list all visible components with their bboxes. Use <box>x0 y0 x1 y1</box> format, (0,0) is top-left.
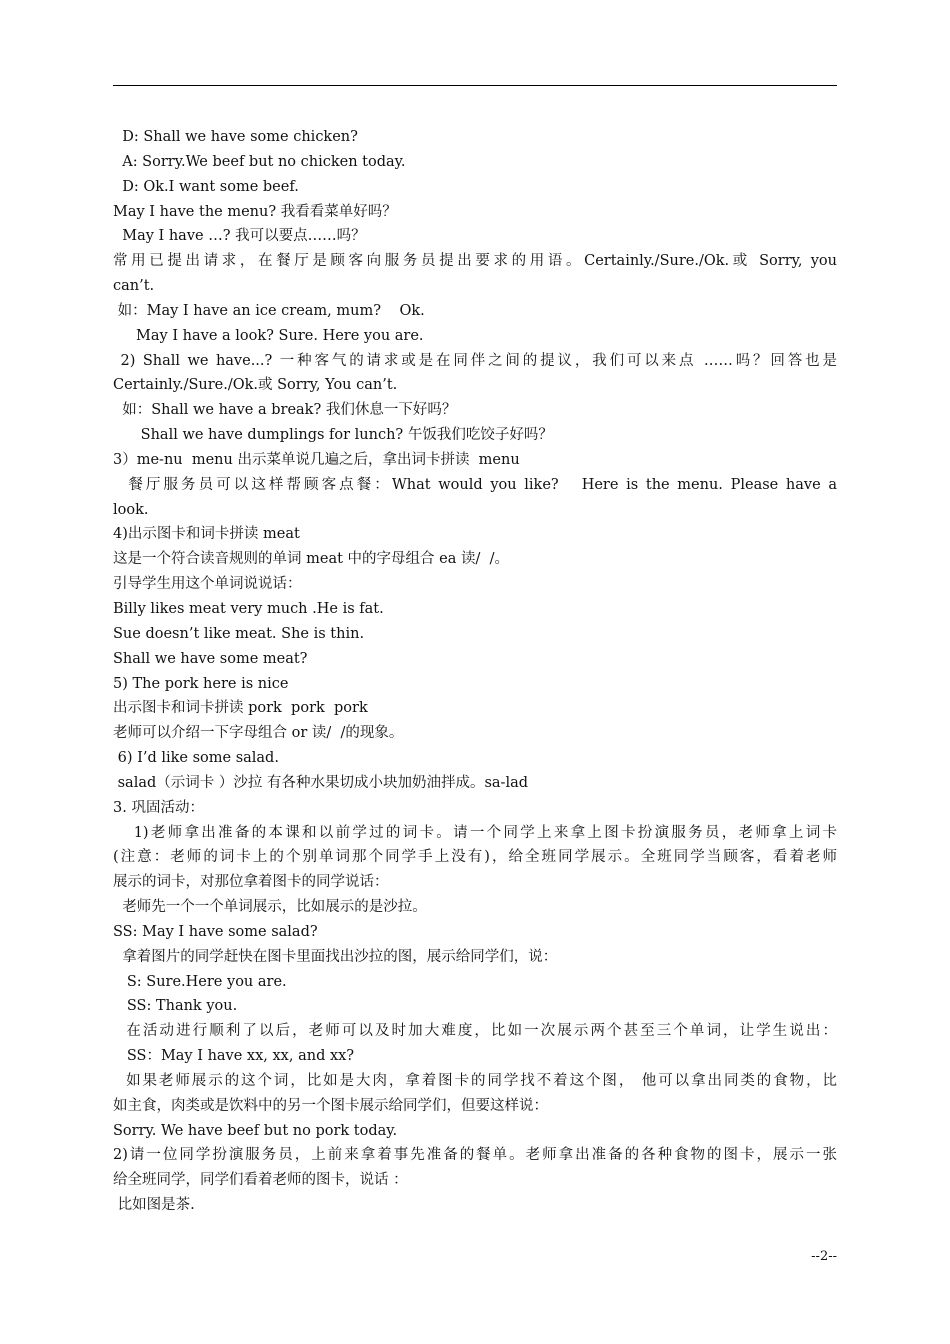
text-line: 出示图卡和词卡拼读 pork pork pork <box>113 700 368 717</box>
text-line: 餐厅服务员可以这样帮顾客点餐：What would you like? Here is the menu. Please have a <box>113 476 837 493</box>
text-line: 常用已提出请求，在餐厅是顾客向服务员提出要求的用语。Certainly./Sure./Ok.或 Sorry, you <box>113 253 837 270</box>
text-line: salad（示词卡 ）沙拉 有各种水果切成小块加奶油拌成。sa-lad <box>113 774 529 791</box>
text-line: A: Sorry.We beef but no chicken today. <box>113 153 406 170</box>
text-line: 5) The pork here is nice <box>113 675 289 692</box>
text-line: Shall we have dumplings for lunch? 午饭我们吃饺子好吗？ <box>113 427 553 444</box>
text-line: D: Shall we have some chicken? <box>113 129 358 145</box>
text-line: can’t. <box>113 278 155 294</box>
text-line: 3）me-nu menu 出示菜单说几遍之后，拿出词卡拼读 menu <box>113 451 520 468</box>
text-line: Billy likes meat very much .He is fat. <box>113 601 384 617</box>
text-line: 比如图是茶. <box>113 1197 195 1214</box>
text-line: SS: Thank you. <box>113 998 238 1015</box>
header-rule <box>113 85 837 86</box>
text-line: Sorry. We have beef but no pork today. <box>113 1122 398 1139</box>
text-line: SS：May I have xx, xx, and xx? <box>113 1048 355 1065</box>
text-line: look. <box>113 501 149 518</box>
text-line: 如果老师展示的这个词，比如是大肉，拿着图卡的同学找不着这个图， 他可以拿出同类的食物，比 <box>113 1072 837 1089</box>
text-line: 如主食，肉类或是饮料中的另一个图卡展示给同学们，但要这样说： <box>113 1097 548 1114</box>
text-line: SS: May I have some salad? <box>113 923 318 940</box>
text-line: 展示的词卡，对那位拿着图卡的同学说话： <box>113 874 389 891</box>
text-line: 如：May I have an ice cream, mum? Ok. <box>113 302 425 319</box>
text-line: 6) I’d like some salad. <box>113 750 279 766</box>
text-line: 引导学生用这个单词说说话： <box>113 576 302 593</box>
text-line: 拿着图片的同学赶快在图卡里面找出沙拉的图，展示给同学们，说： <box>113 948 558 965</box>
text-line: 老师先一个一个单词展示，比如展示的是沙拉。 <box>113 899 427 915</box>
text-line: (注意：老师的词卡上的个别单词那个同学手上没有)，给全班同学展示。全班同学当顾客，看着老师 <box>113 849 837 866</box>
text-line: May I have …? 我可以要点……吗？ <box>113 228 366 245</box>
text-line: Certainly./Sure./Ok.或 Sorry, You can’t. <box>113 377 398 394</box>
text-line: 4)出示图卡和词卡拼读 meat <box>113 526 300 543</box>
text-line: Shall we have some meat? <box>113 650 308 667</box>
text-line: 在活动进行顺利了以后，老师可以及时加大难度，比如一次展示两个甚至三个单词，让学生说出： <box>113 1023 837 1040</box>
text-line: May I have the menu? 我看看菜单好吗？ <box>113 203 397 220</box>
text-line: 这是一个符合读音规则的单词 meat 中的字母组合 ea 读/ /。 <box>113 551 509 568</box>
page-number: --2-- <box>811 1249 837 1264</box>
text-line: S: Sure.Here you are. <box>113 973 287 990</box>
text-line: 如：Shall we have a break? 我们休息一下好吗？ <box>113 402 457 419</box>
text-line: 2) Shall we have...? 一种客气的请求或是在同伴之间的提议，我们可以来点 ……吗？回答也是 <box>113 352 837 369</box>
text-line: 3. 巩固活动： <box>113 799 204 816</box>
text-line: D: Ok.I want some beef. <box>113 178 299 195</box>
text-line: 1)老师拿出准备的本课和以前学过的词卡。请一个同学上来拿上图卡扮演服务员，老师拿上词卡 <box>113 824 837 841</box>
text-line: 给全班同学，同学们看着老师的图卡，说话 ： <box>113 1172 408 1189</box>
text-line: 老师可以介绍一下字母组合 or 读/ /的现象。 <box>113 725 404 742</box>
text-line: Sue doesn’t like meat. She is thin. <box>113 625 365 642</box>
text-line: May I have a look? Sure. Here you are. <box>113 327 424 344</box>
text-line: 2)请一位同学扮演服务员，上前来拿着事先准备的餐单。老师拿出准备的各种食物的图卡，展示一张 <box>113 1147 837 1164</box>
